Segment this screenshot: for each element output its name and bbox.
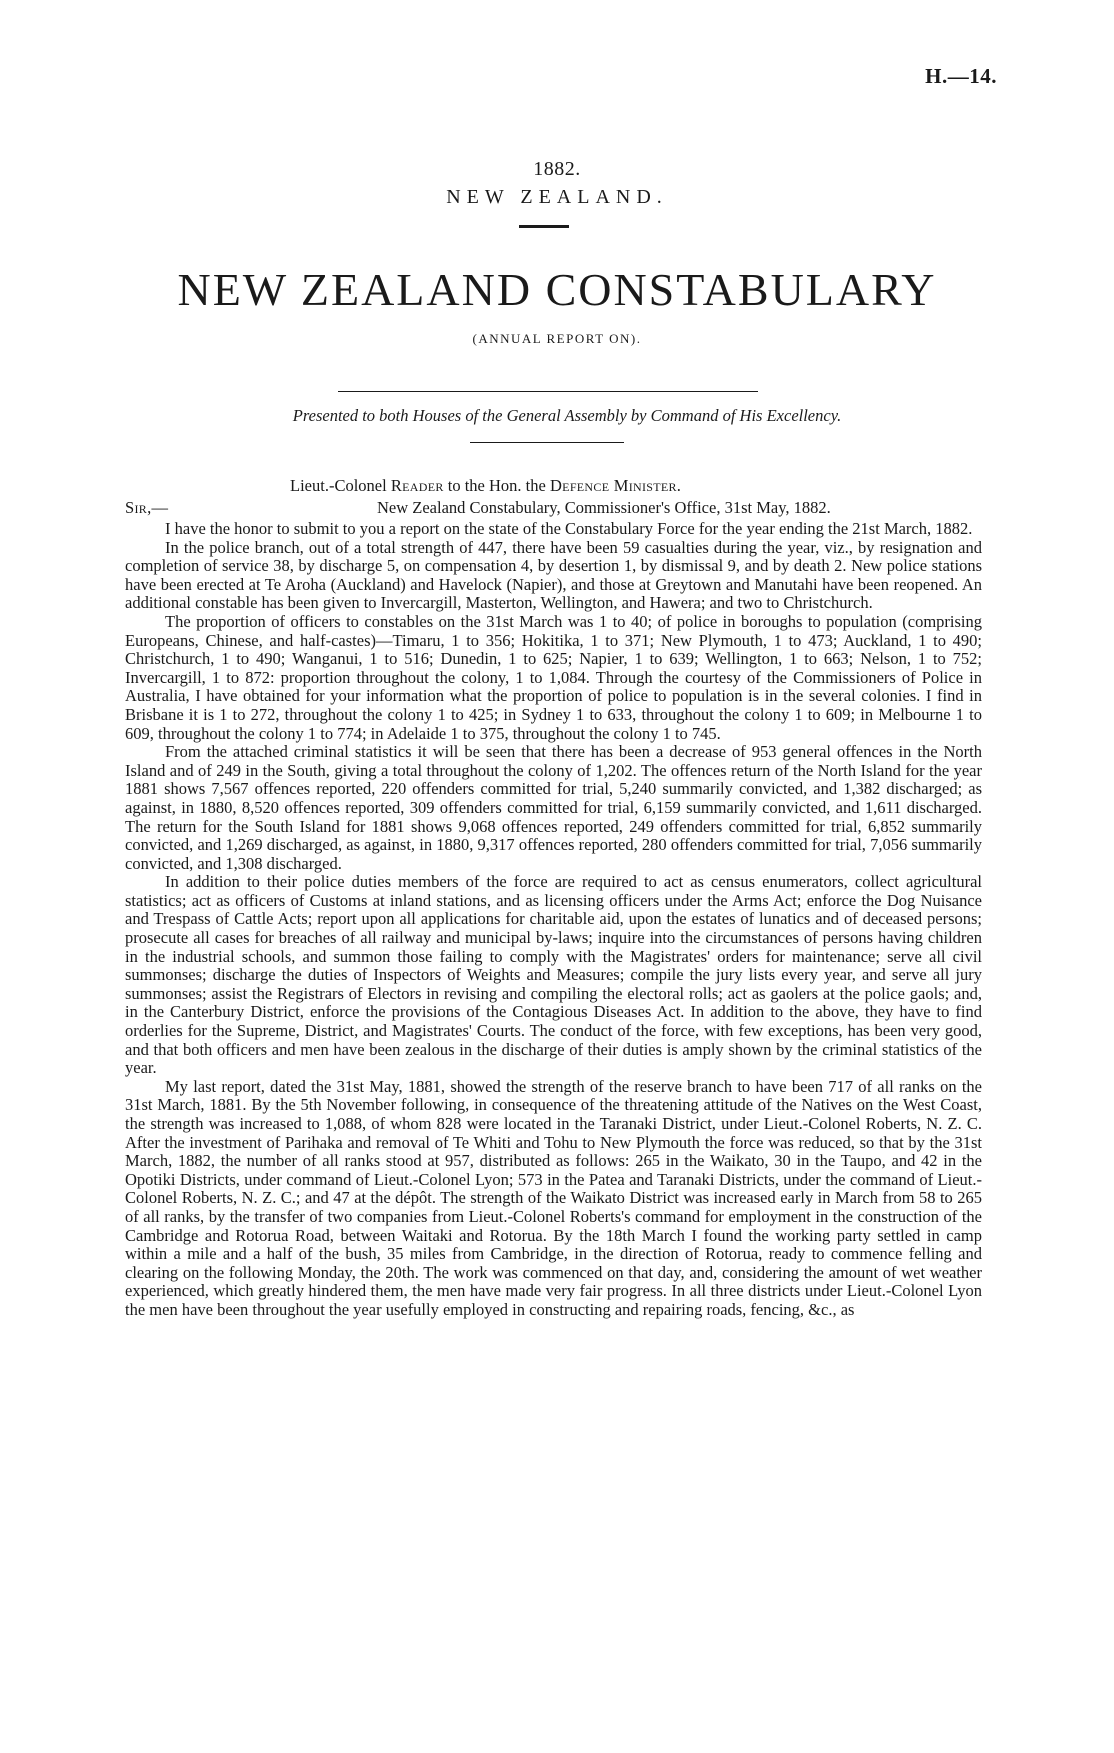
- letter-from-prefix: Lieut.-Colonel: [290, 476, 387, 495]
- body-paragraph: I have the honor to submit to you a report on the state of the Constabulary Force for the year ending the 21st March, 1882.: [165, 519, 973, 538]
- title-divider-short: [519, 225, 569, 228]
- body-paragraph: In addition to their police duties members of the force are required to act as census enumerators, collect agricultural statistics; act as officers of Customs at inland stations, and as licensing officers under the Arms Act; enforce the Dog Nuisance and Trespass of Cattle Acts; report upon all applications for charitable aid, upon the estates of lunatics and of deceased persons; prosecute all cases for breaches of all railway and municipal by-laws; inquire into the circumstances of persons having children in the industrial schools, and summon those failing to comply with the Magistrates' orders for maintenance; serve all civil summonses; discharge the duties of Inspectors of Weights and Measures; compile the jury lists every year, and serve all jury summonses; assist the Registrars of Electors in revising and compiling the electoral rolls; act as gaolers at the police gaols; and, in the Canterbury District, enforce the provisions of the Contagious Diseases Act. In addition to the above, they have to find orderlies for the Supreme, District, and Magistrates' Courts. The conduct of the force, with few exceptions, has been very good, and that both officers and men have been zealous in the discharge of their duties is amply shown by the criminal statistics of the year.: [125, 872, 982, 1078]
- body-paragraph: From the attached criminal statistics it will be seen that there has been a decrease of 953 general offences in the North Island and of 249 in the South, giving a total throughout the colony of 1,202. The offences return of the North Island for the year 1881 shows 7,567 offences reported, 220 offenders committed for trial, 5,240 summarily convicted, and 1,382 discharged; as against, in 1880, 8,520 offences reported, 309 offenders committed for trial, 6,159 summarily convicted, and 1,611 discharged. The return for the South Island for 1881 shows 9,068 offences reported, 249 offenders committed for trial, 6,852 summarily convicted, and 1,269 discharged, as against, in 1880, 9,317 offences reported, 280 offenders committed for trial, 7,056 summarily convicted, and 1,308 discharged.: [125, 742, 982, 873]
- letter-heading: [290, 476, 681, 496]
- report-body: [125, 520, 982, 1320]
- letter-to-text: to the Hon. the: [447, 476, 546, 495]
- year-heading: 1882.: [533, 158, 581, 180]
- office-date-line: New Zealand Constabulary, Commissioner's Office, 31st May, 1882.: [377, 498, 831, 517]
- body-paragraph: The proportion of officers to constables on the 31st March was 1 to 40; of police in boroughs to population (comprising Europeans, Chinese, and half-castes)—Timaru, 1 to 356; Hokitika, 1 to 371; New Plymouth, 1 to 473; Auckland, 1 to 490; Christchurch, 1 to 490; Wanganui, 1 to 516; Dunedin, 1 to 625; Napier, 1 to 639; Wellington, 1 to 663; Nelson, 1 to 752; Invercargill, 1 to 872: proportion throughout the colony, 1 to 1,084. Through the courtesy of the Commissioners of Police in Australia, I have obtained for your information what the proportion of police to population is in the several colonies. I find in Brisbane it is 1 to 272, throughout the colony 1 to 425; in Sydney 1 to 633, throughout the colony 1 to 609; in Melbourne 1 to 609, throughout the colony 1 to 774; in Adelaide 1 to 375, throughout the colony 1 to 745.: [125, 611, 982, 743]
- report-title: NEW ZEALAND CONSTABULARY: [177, 264, 937, 315]
- salutation: Sir,—: [125, 498, 169, 517]
- letter-to-name: Defence Minister.: [549, 476, 682, 495]
- presentation-note: Presented to both Houses of the General Assembly by Command of His Excellency.: [292, 406, 842, 425]
- title-divider-mid: [470, 442, 624, 443]
- report-subtitle: (ANNUAL REPORT ON).: [472, 331, 642, 346]
- page-reference: H.—14.: [925, 64, 997, 88]
- country-heading: NEW ZEALAND.: [446, 186, 668, 208]
- body-paragraph: In the police branch, out of a total strength of 447, there have been 59 casualties during the year, viz., by resignation and completion of service 38, by discharge 5, on compensation 4, by desertion 1, by dismissal 9, and by death 2. New police stations have been erected at Te Aroha (Auckland) and Havelock (Napier), and those at Greytown and Manutahi have been reopened. An additional constable has been given to Invercargill, Masterton, Wellington, and Hawera; and two to Christchurch.: [125, 537, 982, 613]
- letter-from-name: Reader: [390, 476, 444, 495]
- body-paragraph: My last report, dated the 31st May, 1881, showed the strength of the reserve branch to have been 717 of all ranks on the 31st March, 1881. By the 5th November following, in consequence of the threatening attitude of the Natives on the West Coast, the strength was increased to 1,088, of whom 828 were located in the Taranaki District, under Lieut.-Colonel Roberts, N. Z. C. After the investment of Parihaka and removal of Te Whiti and Tohu to New Plymouth the force was reduced, so that by the 31st March, 1882, the number of all ranks stood at 957, distributed as follows: 265 in the Waikato, 30 in the Taupo, and 42 in the Opotiki Districts, under command of Lieut.-Colonel Lyon; 573 in the Patea and Taranaki Districts, under the command of Lieut.-Colonel Roberts, N. Z. C.; and 47 at the dépôt. The strength of the Waikato District was increased early in March from 58 to 265 of all ranks, by the transfer of two companies from Lieut.-Colonel Roberts's command for employment in the construction of the Cambridge and Rotorua Road, between Waitaki and Rotorua. By the 18th March I found the working party settled in camp within a mile and a half of the bush, 35 miles from Cambridge, in the direction of Rotorua, ready to commence felling and clearing on the following Monday, the 20th. The work was commenced on that day, and, considering the amount of wet weather experienced, which greatly hindered them, the men have made very fair progress. In all three districts under Lieut.-Colonel Lyon the men have been throughout the year usefully employed in constructing and repairing roads, fencing, &c., as: [125, 1076, 982, 1319]
- title-divider-long: [338, 391, 758, 392]
